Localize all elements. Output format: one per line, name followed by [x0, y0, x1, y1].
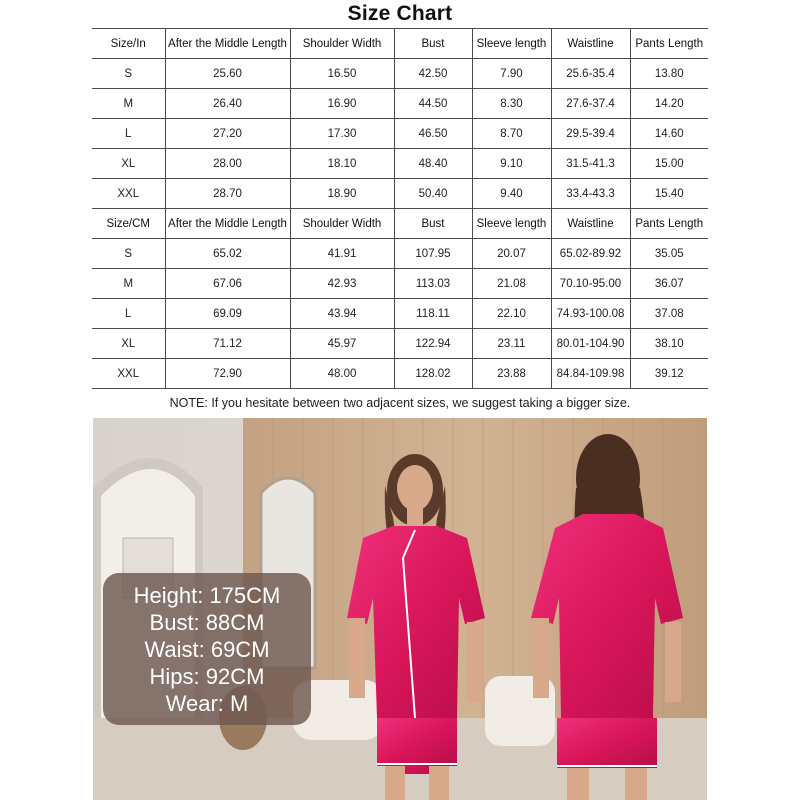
size-cell: Size/CM [92, 209, 165, 239]
value-cell: 43.94 [290, 299, 394, 329]
value-cell: 42.93 [290, 269, 394, 299]
size-cell: Size/In [92, 29, 165, 59]
value-cell: 48.40 [394, 149, 472, 179]
value-cell: 33.4-43.3 [551, 179, 630, 209]
size-cell: S [92, 59, 165, 89]
value-cell: 25.6-35.4 [551, 59, 630, 89]
value-cell: Shoulder Width [290, 29, 394, 59]
value-cell: Sleeve length [472, 209, 551, 239]
value-cell: 50.40 [394, 179, 472, 209]
table-row [92, 119, 708, 149]
value-cell: 67.06 [165, 269, 290, 299]
table-row [92, 359, 708, 389]
value-cell: 27.20 [165, 119, 290, 149]
value-cell: 27.6-37.4 [551, 89, 630, 119]
table-header-row [92, 209, 708, 239]
value-cell: 31.5-41.3 [551, 149, 630, 179]
value-cell: 122.94 [394, 329, 472, 359]
value-cell: 26.40 [165, 89, 290, 119]
value-cell: 7.90 [472, 59, 551, 89]
value-cell: 28.70 [165, 179, 290, 209]
value-cell: 113.03 [394, 269, 472, 299]
table-row [92, 329, 708, 359]
table-row [92, 239, 708, 269]
value-cell: 18.10 [290, 149, 394, 179]
value-cell: 44.50 [394, 89, 472, 119]
value-cell: 128.02 [394, 359, 472, 389]
value-cell: Pants Length [630, 29, 708, 59]
size-cell: S [92, 239, 165, 269]
value-cell: 21.08 [472, 269, 551, 299]
value-cell: 29.5-39.4 [551, 119, 630, 149]
value-cell: 14.20 [630, 89, 708, 119]
model-wear: Wear: M [165, 690, 249, 716]
value-cell: 118.11 [394, 299, 472, 329]
value-cell: 72.90 [165, 359, 290, 389]
value-cell: 15.40 [630, 179, 708, 209]
value-cell: 37.08 [630, 299, 708, 329]
value-cell: 9.10 [472, 149, 551, 179]
value-cell: 17.30 [290, 119, 394, 149]
value-cell: 15.00 [630, 149, 708, 179]
value-cell: 65.02-89.92 [551, 239, 630, 269]
model-waist: Waist: 69CM [144, 636, 270, 662]
value-cell: 45.97 [290, 329, 394, 359]
value-cell: 74.93-100.08 [551, 299, 630, 329]
value-cell: 14.60 [630, 119, 708, 149]
table-row [92, 299, 708, 329]
size-cell: XXL [92, 179, 165, 209]
value-cell: Bust [394, 209, 472, 239]
value-cell: 42.50 [394, 59, 472, 89]
value-cell: 18.90 [290, 179, 394, 209]
value-cell: 16.50 [290, 59, 394, 89]
value-cell: 80.01-104.90 [551, 329, 630, 359]
value-cell: 23.11 [472, 329, 551, 359]
value-cell: 25.60 [165, 59, 290, 89]
value-cell: 39.12 [630, 359, 708, 389]
value-cell: 48.00 [290, 359, 394, 389]
table-header-row [92, 29, 708, 59]
table-row [92, 269, 708, 299]
model-hips: Hips: 92CM [149, 663, 265, 689]
value-cell: 38.10 [630, 329, 708, 359]
value-cell: 71.12 [165, 329, 290, 359]
value-cell: 13.80 [630, 59, 708, 89]
size-cell: XL [92, 329, 165, 359]
value-cell: 28.00 [165, 149, 290, 179]
size-cell: XL [92, 149, 165, 179]
size-chart-title: Size Chart [347, 2, 453, 25]
value-cell: 16.90 [290, 89, 394, 119]
table-row [92, 179, 708, 209]
value-cell: 36.07 [630, 269, 708, 299]
value-cell: After the Middle Length [165, 29, 290, 59]
table-row [92, 59, 708, 89]
value-cell: 22.10 [472, 299, 551, 329]
value-cell: 35.05 [630, 239, 708, 269]
value-cell: 65.02 [165, 239, 290, 269]
value-cell: Waistline [551, 29, 630, 59]
table-row [92, 149, 708, 179]
value-cell: 46.50 [394, 119, 472, 149]
value-cell: 20.07 [472, 239, 551, 269]
value-cell: After the Middle Length [165, 209, 290, 239]
model-height: Height: 175CM [133, 582, 281, 608]
size-cell: M [92, 89, 165, 119]
size-cell: M [92, 269, 165, 299]
value-cell: 84.84-109.98 [551, 359, 630, 389]
size-cell: L [92, 299, 165, 329]
value-cell: 107.95 [394, 239, 472, 269]
value-cell: 69.09 [165, 299, 290, 329]
model-bust: Bust: 88CM [149, 609, 265, 635]
value-cell: Bust [394, 29, 472, 59]
value-cell: 23.88 [472, 359, 551, 389]
size-cell: L [92, 119, 165, 149]
model-measurements-card [103, 573, 311, 725]
size-cell: XXL [92, 359, 165, 389]
table-row [92, 89, 708, 119]
value-cell: Pants Length [630, 209, 708, 239]
size-chart-table [92, 28, 708, 389]
value-cell: Sleeve length [472, 29, 551, 59]
value-cell: 70.10-95.00 [551, 269, 630, 299]
value-cell: 9.40 [472, 179, 551, 209]
value-cell: Shoulder Width [290, 209, 394, 239]
value-cell: Waistline [551, 209, 630, 239]
size-note: NOTE: If you hesitate between two adjacent sizes, we suggest taking a bigger size. [169, 396, 631, 410]
value-cell: 8.70 [472, 119, 551, 149]
value-cell: 8.30 [472, 89, 551, 119]
value-cell: 41.91 [290, 239, 394, 269]
